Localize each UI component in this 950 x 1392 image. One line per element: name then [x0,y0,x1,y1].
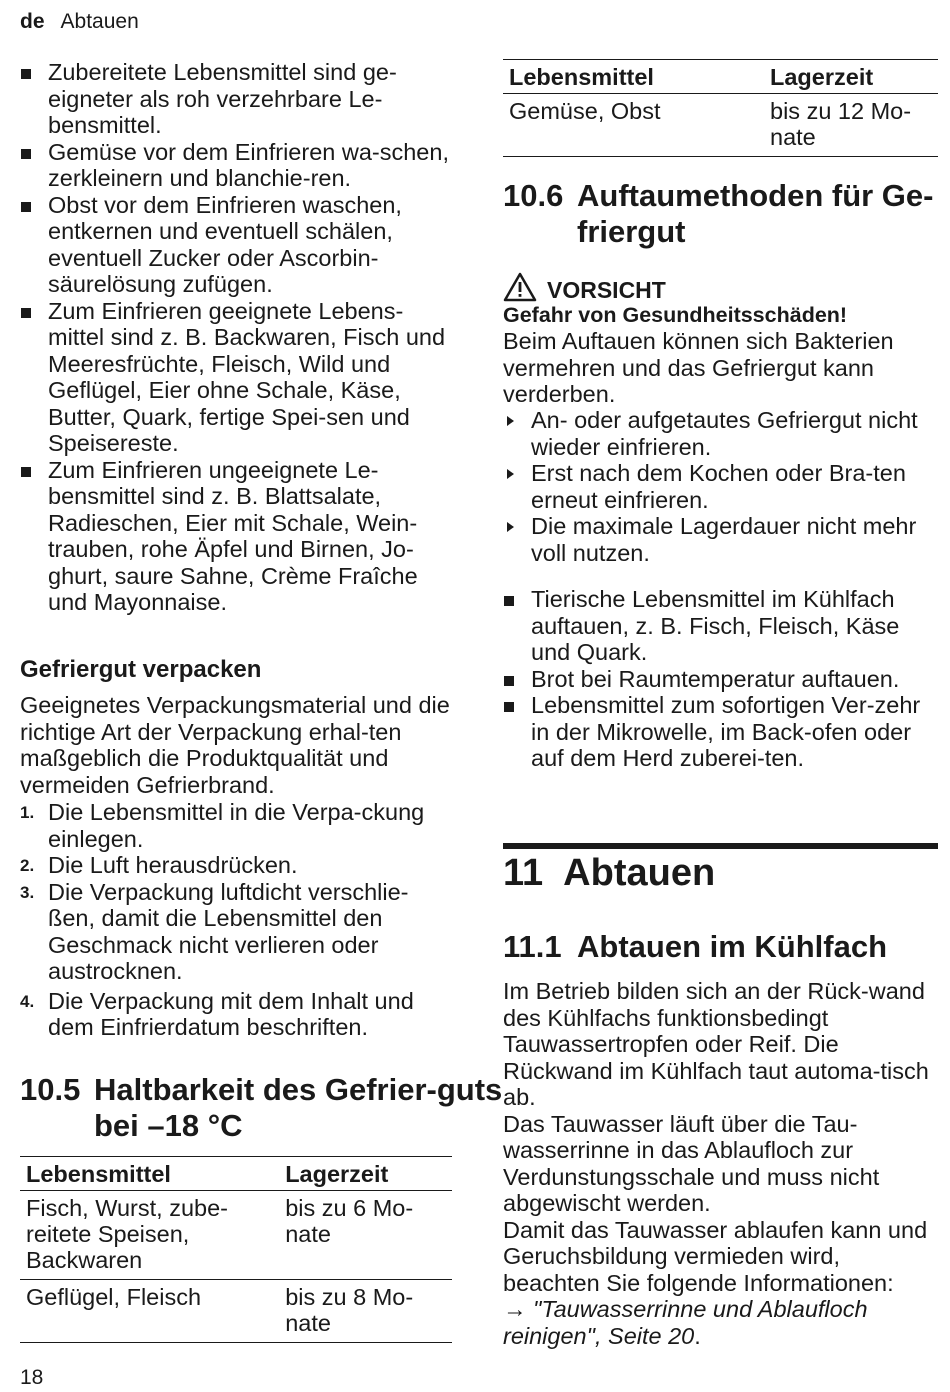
list-item [20,879,452,985]
step-number: 4. [20,991,35,1011]
column-header: Lebensmittel [26,1161,171,1187]
table-cell: bis zu 12 Mo-nate [770,98,912,150]
caution-text: VORSICHT [547,277,666,303]
section-number: 10.6 [503,178,564,213]
table-header-row [20,1157,452,1191]
table-cell: bis zu 8 Mo-nate [285,1284,414,1336]
list-item: Zubereitete Lebensmittel sind ge-eigneter als roh verzehrbare Le-bensmittel. [20,59,452,139]
section-title: Auftaumethoden für Ge-friergut [577,178,934,249]
section-10-5-heading [20,1072,526,1144]
section-number: 10.5 [20,1072,81,1107]
caution-title: Gefahr von Gesundheitsschäden! [503,303,848,327]
list-item [20,988,452,1041]
list-item [20,852,452,879]
step-text: Die Verpackung luftdicht verschlie-ßen, damit die Lebensmittel den Geschmack nicht verlieren oder austrocknen. [48,878,409,984]
list-item: Gemüse vor dem Einfrieren wa-schen, zerkleinern und blanchie-ren. [20,139,452,192]
paragraph: Im Betrieb bilden sich an der Rück-wand des Kühlfachs funktionsbedingt Tauwassertropfen oder Reif. Die Rückwand im Kühlfach taut automa-tisch ab. [503,978,929,1110]
chapter-number: 11 [503,852,544,894]
paragraph: Das Tauwasser läuft über die Tau-wasserrinne in das Ablaufloch zur Verdunstungsschale und muss nicht abgewischt werden. [503,1110,880,1216]
arrow-icon: → [503,1296,527,1322]
step-number: 3. [20,882,35,902]
chapter-title: Abtauen [563,852,716,894]
storage-time-table [20,1156,452,1343]
list-item: Tierische Lebensmittel im Kühlfach auftauen, z. B. Fisch, Fleisch, Käse und Quark. [503,586,938,666]
language-code: de [20,10,45,33]
column-header: Lagerzeit [770,64,874,90]
list-item [20,799,452,852]
paragraph: Damit das Tauwasser ablaufen kann und Geruchsbildung vermieden wird, beachten Sie folgende Informationen: [503,1216,928,1296]
column-header: Lebensmittel [509,64,654,90]
step-text: Die Lebensmittel in die Verpa-ckung einlegen. [48,799,425,852]
page-header [20,9,139,35]
page-number: 18 [20,1366,44,1389]
step-number: 1. [20,803,35,822]
table-cell: bis zu 6 Mo-nate [285,1195,414,1247]
section-11-1-heading [503,929,950,965]
chapter-divider [503,843,938,849]
reference-link[interactable]: "Tauwasserrinne und Ablaufloch reinigen", Seite 20 [503,1296,868,1349]
list-item: Lebensmittel zum sofortigen Ver-zehr in der Mikrowelle, im Back-ofen oder auf dem Herd zuberei-ten. [503,692,938,772]
caution-actions [503,407,938,566]
step-text: Die Verpackung mit dem Inhalt und dem Einfrierdatum beschriften. [48,987,414,1040]
list-item: Erst nach dem Kochen oder Bra-ten erneut einfrieren. [503,460,938,513]
caution-description: Beim Auftauen können sich Bakterien vermehren und das Gefriergut kann verderben. [503,328,894,407]
list-item: An- oder aufgetautes Gefriergut nicht wieder einfrieren. [503,407,938,460]
step-text: Die Luft herausdrücken. [48,852,298,878]
table-row [20,1191,452,1280]
thawing-methods-list [503,586,938,772]
packing-intro: Geeignetes Verpackungsmaterial und die richtige Art der Verpackung erhal-ten maßgeblich die Produktqualität und vermeiden Gefrierbrand. [20,692,450,798]
section-10-6-heading [503,178,950,250]
list-item: Zum Einfrieren geeignete Lebens-mittel sind z. B. Backwaren, Fisch und Meeresfrüchte, Fleisch, Wild und Geflügel, Eier ohne Schale, Käse, Butter, Quark, fertige Spei-sen und Speisereste. [20,298,452,457]
list-item: Brot bei Raumtemperatur auftauen. [503,666,938,693]
section-title: Abtauen im Kühlfach [577,929,888,964]
defrost-text [503,978,938,1349]
list-item: Obst vor dem Einfrieren waschen, entkernen und eventuell schälen, eventuell Zucker oder Ascorbin-säurelösung zufügen. [20,192,452,298]
table-cell: Geflügel, Fleisch [26,1284,202,1310]
list-item: Zum Einfrieren ungeeignete Le-bensmittel sind z. B. Blattsalate, Radieschen, Eier mit Schale, Wein-trauben, rohe Äpfel und Birnen, Jo-ghurt, saure Sahne, Crème Fraîche und Mayonnaise. [20,457,452,616]
section-title: Haltbarkeit des Gefrier-guts bei –18 °C [94,1072,503,1143]
reference-end: . [694,1322,701,1349]
cross-reference [503,1296,938,1349]
chapter-11-heading [503,851,715,895]
packing-steps [20,799,452,1041]
table-cell: Gemüse, Obst [509,98,661,124]
freezing-tips-list [20,59,452,616]
table-cell: Fisch, Wurst, zube-reitete Speisen, Backwaren [26,1195,228,1273]
running-section-title: Abtauen [60,10,139,33]
table-row [503,94,938,157]
table-row [20,1280,452,1343]
column-header: Lagerzeit [285,1161,389,1187]
storage-time-table-continued [503,59,938,157]
table-header-row [503,60,938,94]
section-number: 11.1 [503,929,562,964]
step-number: 2. [20,856,35,875]
packing-heading: Gefriergut verpacken [20,656,262,683]
list-item: Die maximale Lagerdauer nicht mehr voll nutzen. [503,513,938,566]
